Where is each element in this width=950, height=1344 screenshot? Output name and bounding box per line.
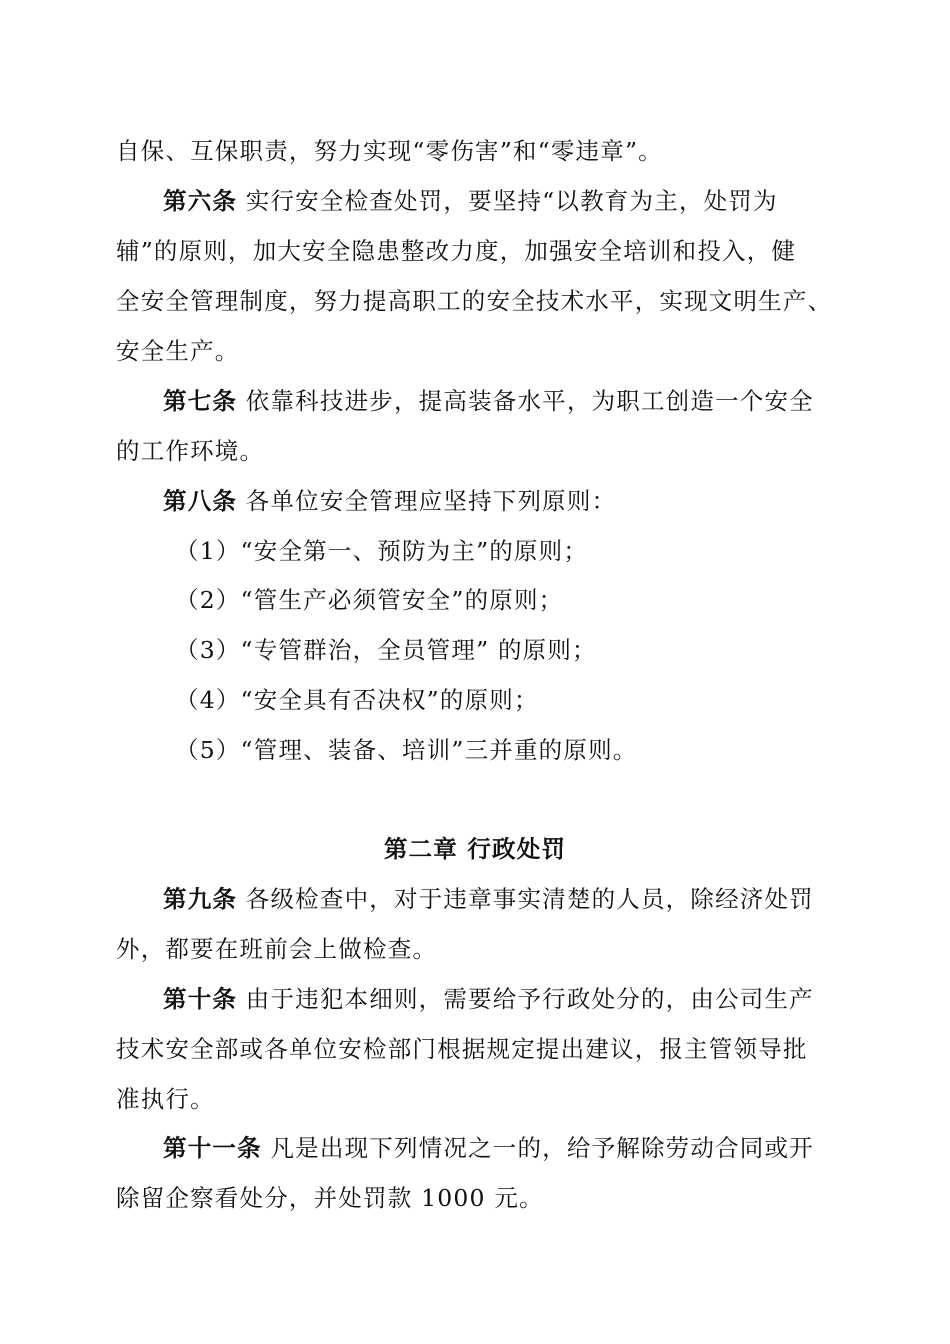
- article-11-line-1: [163, 1133, 814, 1163]
- article-8-line-1: [163, 486, 616, 516]
- list-item: [175, 585, 563, 615]
- article-7-line-2: [116, 436, 264, 466]
- article-10-line-3: [116, 1084, 215, 1114]
- text-line: 实行安全检查处罚，要坚持“以教育为主，处罚为: [237, 187, 778, 215]
- text-line: 准执行。: [116, 1085, 215, 1113]
- text-line: 全安全管理制度，努力提高职工的安全技术水平，实现文明生产、: [116, 287, 833, 315]
- article-7-line-1: [163, 386, 814, 416]
- list-item: [175, 536, 588, 566]
- text-line: 自保、互保职责，努力实现“零伤害”和“零违章”。: [116, 137, 663, 165]
- list-item-text: （3）“专管群治，全员管理” 的原则；: [175, 636, 597, 664]
- article-8-label: 第八条: [163, 487, 238, 515]
- text-line: 技术安全部或各单位安检部门根据规定提出建议，报主管领导批: [116, 1035, 808, 1063]
- text-line: 依靠科技进步，提高装备水平，为职工创造一个安全: [237, 387, 814, 415]
- article-9-line-2: [116, 934, 437, 964]
- article-9-line-1: [163, 884, 814, 914]
- list-item-text: （2）“管生产必须管安全”的原则；: [175, 586, 564, 614]
- article-6-line-1: [163, 186, 778, 216]
- list-item: [175, 685, 539, 715]
- list-item-text: （1）“安全第一、预防为主”的原则；: [175, 537, 589, 565]
- list-item-text: （5）“管理、装备、培训”三并重的原则。: [175, 736, 638, 764]
- text-line: 安全生产。: [116, 337, 240, 365]
- text-line: 除留企察看处分，并处罚款 1000 元。: [116, 1184, 544, 1212]
- list-item: [175, 735, 637, 765]
- text-line: 的工作环境。: [116, 437, 265, 465]
- article-7-label: 第七条: [163, 387, 238, 415]
- chapter-title: 第二章 行政处罚: [383, 835, 567, 863]
- text-line: 各级检查中，对于违章事实清楚的人员，除经济处罚: [237, 885, 814, 913]
- article-6-line-4: [116, 336, 240, 366]
- list-item: [175, 635, 597, 665]
- text-line: 由于违犯本细则，需要给予行政处分的，由公司生产: [237, 985, 814, 1013]
- article-10-line-1: [163, 984, 814, 1014]
- text-line: 凡是出现下列情况之一的，给予解除劳动合同或开: [261, 1134, 814, 1162]
- text-line: 外，都要在班前会上做检查。: [116, 935, 438, 963]
- article-11-label: 第十一条: [163, 1134, 262, 1162]
- text-line: 各单位安全管理应坚持下列原则：: [237, 487, 617, 515]
- article-6-label: 第六条: [163, 187, 238, 215]
- paragraph-continuation: [116, 136, 663, 166]
- list-item-text: （4）“安全具有否决权”的原则；: [175, 686, 539, 714]
- article-10-line-2: [116, 1034, 808, 1064]
- article-6-line-3: [116, 286, 832, 316]
- article-10-label: 第十条: [163, 985, 238, 1013]
- article-11-line-2: [116, 1183, 544, 1213]
- article-9-label: 第九条: [163, 885, 238, 913]
- text-line: 辅”的原则，加大安全隐患整改力度，加强安全培训和投入，健: [116, 237, 797, 265]
- article-6-line-2: [116, 236, 796, 266]
